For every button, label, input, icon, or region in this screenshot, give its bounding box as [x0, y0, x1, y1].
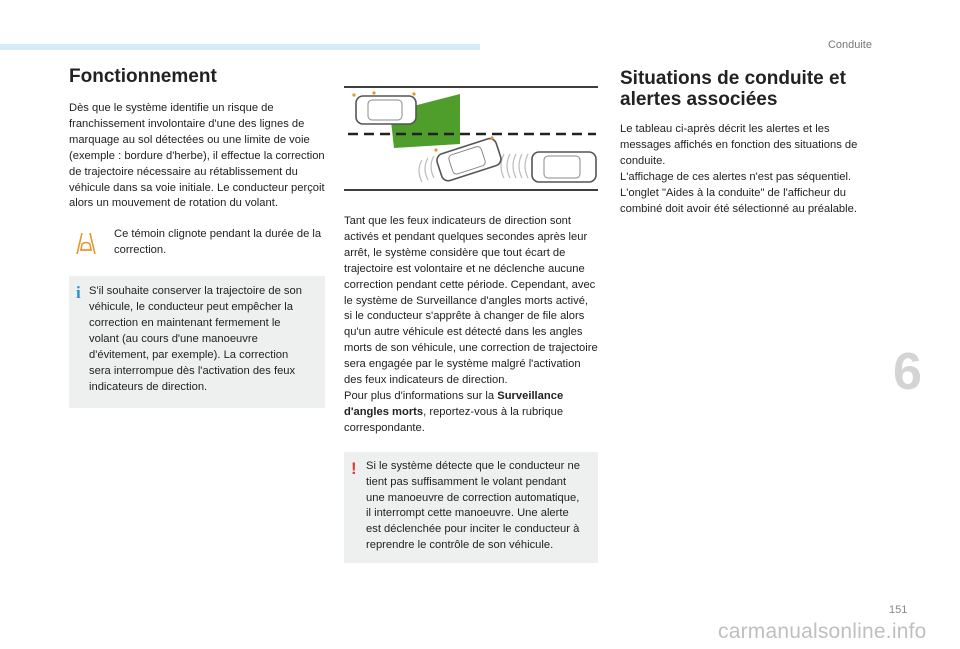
body-paragraph-2	[344, 389, 598, 437]
column-situations	[620, 68, 860, 217]
info-text: S'il souhaite conserver la trajectoire de son véhicule, le conducteur peut empêcher la correction en maintenant fermement le volant (au cours d'une manoeuvre d'évitement, par exemple). La correction sera interrompue dès l'activation des feux indicateurs de direction.	[89, 285, 302, 393]
info-icon: i	[76, 283, 81, 303]
indicator-text: Ce témoin clignote pendant la durée de la correction.	[114, 228, 322, 257]
top-accent-bar	[0, 44, 480, 50]
situations-text-1: Le tableau ci-après décrit les alertes et les messages affichés en fonction des situations de conduite.	[620, 123, 858, 167]
warning-icon: !	[351, 458, 357, 478]
body-2-suffix: , reportez-vous à la rubrique correspondante.	[344, 405, 564, 434]
body-2-prefix: Pour plus d'informations sur la	[344, 389, 498, 402]
page-number: 151	[889, 604, 908, 616]
watermark: carmanualsonline.info	[718, 620, 927, 643]
lane-correction-illustration	[344, 86, 598, 193]
section-title-situations: Situations de conduite et alertes associées	[620, 68, 846, 110]
column-illustration	[344, 86, 598, 563]
indicator-note	[69, 227, 325, 259]
section-title-fonctionnement: Fonctionnement	[69, 66, 217, 87]
warning-box	[344, 452, 598, 563]
section-header: Conduite	[827, 39, 872, 51]
column-fonctionnement	[69, 66, 325, 408]
car-right	[532, 152, 596, 182]
intro-paragraph: Dès que le système identifie un risque de franchissement involontaire d'une des lignes de marquage au sol détectées ou une limite de voie (exemple : bordure d'herbe), il effectue la correction de trajectoire nécessaire au rétablissement du véhicule dans sa voie initiale. Le conducteur perçoit alors un mouvement de rotation du volant.	[69, 102, 325, 210]
lane-keeping-indicator-icon	[71, 230, 101, 256]
situations-text-2: L'affichage de ces alertes n'est pas séquentiel. L'onglet "Aides à la conduite" de l'afficheur du combiné doit avoir été sélectionné au préalable.	[620, 170, 857, 215]
chapter-number: 6	[893, 343, 922, 401]
car-upper	[352, 91, 416, 124]
info-box	[69, 276, 325, 407]
warning-text: Si le système détecte que le conducteur ne tient pas suffisamment le volant pendant une manoeuvre de correction automatique, il interrompt cette manoeuvre. Une alerte est déclenchée pour inciter le conducteur à reprendre le contrôle de son véhicule.	[366, 459, 580, 552]
body-paragraph-1: Tant que les feux indicateurs de direction sont activés et pendant quelques secondes après leur arrêt, le système considère que tout écart de trajectoire est volontaire et ne déclenche aucune correction pendant cette période. Cependant, avec le système de Surveillance d'angles morts activé, si le conducteur s'apprête à changer de file alors qu'un autre véhicule est détecté dans les angles morts de son véhicule, une correction de trajectoire sera engagée par le système malgré l'activation des feux indicateurs de direction.	[344, 215, 598, 387]
blind-spot-link-text: Surveillance d'angles morts	[344, 389, 564, 418]
